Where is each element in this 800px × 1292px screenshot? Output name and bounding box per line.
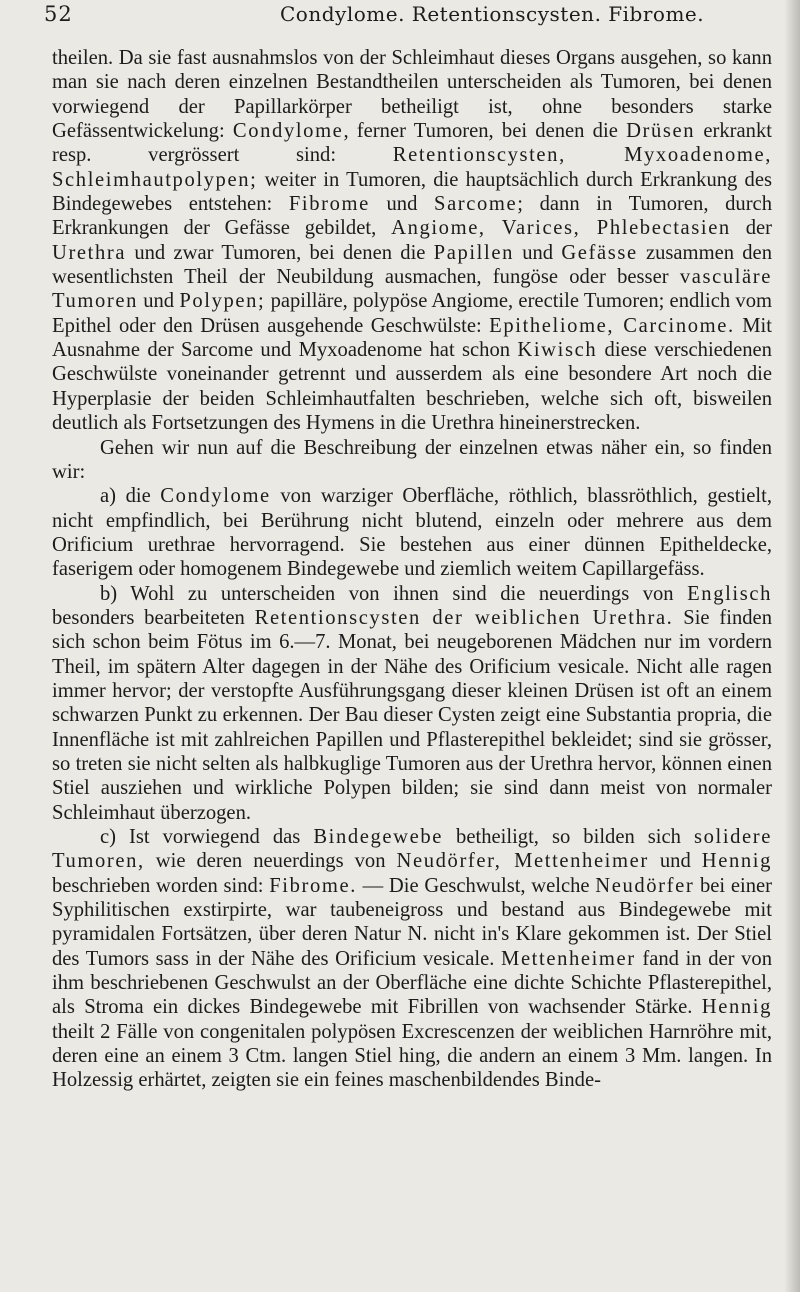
term: solidere Tumoren, — [52, 826, 772, 873]
term: Retentionscysten der weiblichen Urethra. — [254, 606, 674, 629]
paragraph-c: c) Ist vorwiegend das Bindegewebe betheiligt, so bilden sich solidere Tumoren, wie deren neuerdings von Neudörfer, Mettenheimer und Hennig beschrieben worden sind: Fibrome. — Die Geschwulst, welche Neudörfer bei einer Syphilitischen exstirpirte, war taubeneigross und bestand aus Bindegewebe mit pyramidalen Fortsätzen, über deren Natur N. nicht in's Klare gekommen ist. Der Stiel des Tumors sass in der Nähe des Orificium vesicale. Mettenheimer fand in der von ihm beschriebenen Geschwulst an der Oberfläche eine dichte Schichte Pflasterepithel, als Stroma ein dickes Bindegewebe mit Fibrillen von wachsender Stärke. Hennig theilt 2 Fälle von congenitalen polypösen Excrescenzen der weiblichen Harnröhre mit, deren eine an einem 3 Ctm. langen Stiel hing, die andern an einem 3 Mm. langen. In Holzessig erhärtet, zeigten sie ein feines maschenbildendes Binde- — [52, 826, 773, 1092]
author-name: Neudörfer — [595, 874, 695, 897]
term: Polypen; — [179, 290, 266, 313]
term: Angiome, Varices, Phlebectasien — [391, 217, 731, 240]
term: Retentionscysten, Myxoadenome, Schleimhautpolypen; — [52, 144, 772, 191]
term: Gefässe — [561, 241, 638, 264]
author-name: Englisch — [687, 582, 772, 605]
paragraph-a: a) die Condylome von warziger Oberfläche, röthlich, blassröthlich, gestielt, nicht empfindlich, bei Berührung nicht blutend, einzeln oder mehrere aus dem Orificium urethrae hervorragend. Sie bestehen aus einer dünnen Epitheldecke, faserigem oder homogenem Bindegewebe und ziemlich weitem Capillargefäss. — [52, 485, 772, 581]
page-header — [44, 2, 744, 36]
page-number: 52 — [44, 2, 73, 26]
term: Urethra — [52, 241, 127, 264]
term: Papillen — [433, 241, 514, 264]
author-name: Kiwisch — [517, 339, 598, 362]
author-name: Neudörfer, Mettenheimer — [396, 850, 649, 873]
paragraph-b: b) Wohl zu unterscheiden von ihnen sind die neuerdings von Englisch besonders bearbeiteten Retentionscysten der weiblichen Urethra. Sie finden sich schon beim Fötus im 6.—7. Monat, bei neugeborenen Mädchen nur im vordern Theil, im spätern Alter dagegen in der Nähe des Orificium vesicale. Nicht alle ragen immer hervor; der verstopfte Ausführungsgang dieser kleinen Drüsen ist oft an einem schwarzen Punkt zu erkennen. Der Bau dieser Cysten zeigt eine Substantia propria, die Innenfläche ist mit zahlreichen Papillen und Pflasterepithel bekleidet; sind sie grösser, so treten sie nicht selten als halbkuglige Tumoren aus der Urethra hervor, können einen Stiel ausziehen und wirkliche Polypen bilden; sie sind dann meist von normaler Schleimhaut überzogen. — [52, 582, 772, 824]
term: Drüsen — [626, 120, 696, 143]
author-name: Hennig — [701, 996, 772, 1019]
author-name: Hennig — [701, 850, 772, 873]
term: Sarcome — [434, 193, 518, 216]
author-name: Mettenheimer — [501, 947, 636, 970]
running-head: Condylome. Retentionscysten. Fibrome. — [280, 2, 705, 26]
paragraph-transition: Gehen wir nun auf die Beschreibung der einzelnen etwas näher ein, so finden wir: — [52, 436, 772, 483]
term: Fibrome — [288, 193, 370, 216]
page-edge-shadow — [784, 0, 800, 1292]
term: Fibrome. — [269, 874, 357, 897]
term: Bindegewebe — [313, 826, 444, 848]
term: Condylome — [232, 120, 344, 143]
paragraph-intro: theilen. Da sie fast ausnahmslos von der Schleimhaut dieses Organs ausgehen, so kann man sie nach deren einzelnen Bestandtheilen unterscheiden als Tumoren, bei denen vorwiegend der Papillarkörper betheiligt ist, ohne besonders starke Gefässentwickelung: Condylome, ferner Tumoren, bei denen die Drüsen erkrankt resp. vergrössert sind: Retentionscysten, Myxoadenome, Schleimhautpolypen; weiter in Tumoren, die hauptsächlich durch Erkrankung des Bindegewebes entstehen: Fibrome und Sarcome; dann in Tumoren, durch Erkrankungen der Gefässe gebildet, Angiome, Varices, Phlebectasien der Urethra und zwar Tumoren, bei denen die Papillen und Gefässe zusammen den wesentlichsten Theil der Neubildung ausmachen, fungöse oder besser vasculäre Tumoren und Polypen; papilläre, polypöse Angiome, erectile Tumoren; endlich vom Epithel oder den Drüsen ausgehende Geschwülste: Epitheliome, Carcinome. Mit Ausnahme der Sarcome und Myxoadenome hat schon Kiwisch diese verschiedenen Geschwülste voneinander getrennt und ausserdem als eine besondere Art noch die Hyperplasie der beiden Schleimhautfalten beschrieben, welche sich oft, bisweilen deutlich als Fortsetzungen des Hymens in die Urethra hineinerstrecken. — [52, 47, 773, 435]
term: vasculäre Tumoren — [52, 266, 772, 313]
term: Epitheliome, Carcinome. — [489, 314, 735, 337]
body-text — [52, 46, 772, 1093]
term: Condylome — [160, 485, 271, 508]
